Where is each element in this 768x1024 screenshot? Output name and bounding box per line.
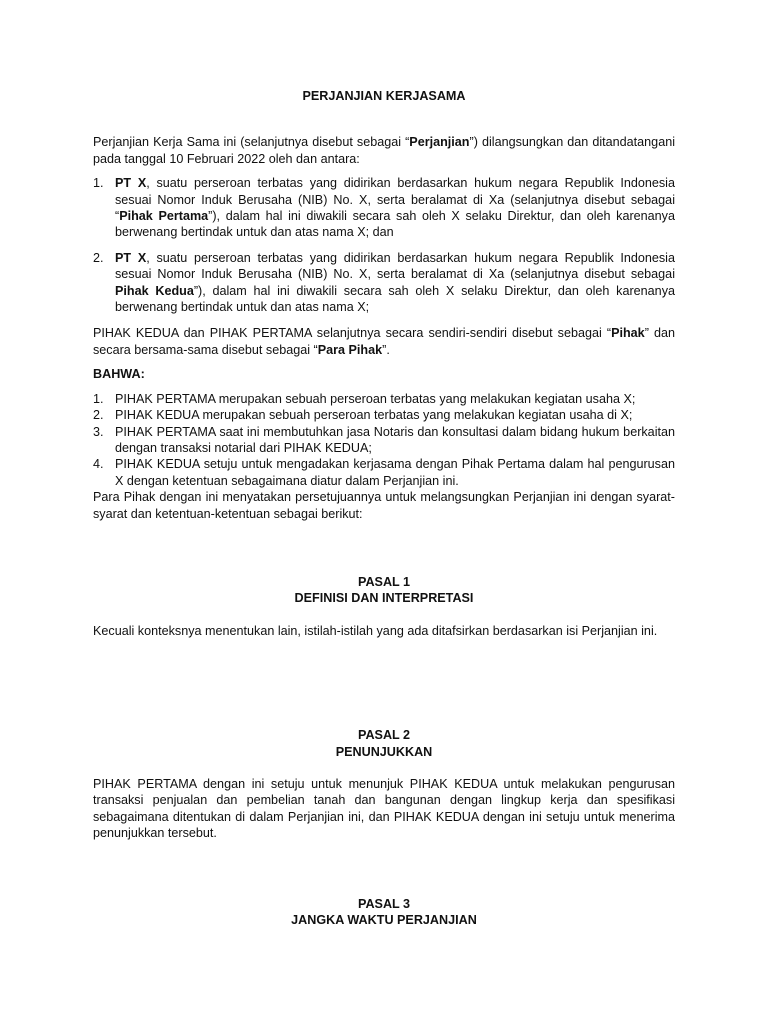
parties-definition-paragraph [93,325,675,358]
parties-def-term: Para Pihak [317,342,383,357]
party-name: PT X [115,250,147,265]
party-role: Pihak Kedua [115,283,194,298]
party-text: ”), dalam hal ini diwakili secara sah oleh X selaku Direktur, dan oleh karenanya berwenang bertindak untuk dan atas nama X; [115,283,675,315]
party-text: , suatu perseroan terbatas yang didirikan berdasarkan hukum negara Republik Indonesia sesuai Nomor Induk Berusaha (NIB) No. X, serta beralamat di Xa (selanjutnya disebut sebagai “ [115,176,675,224]
party-name: PT X [115,176,147,191]
whereas-item [93,391,675,407]
article-number: PASAL 2 [357,728,411,743]
party-text: ”), dalam hal ini diwakili secara sah oleh X selaku Direktur, dan oleh karenanya berwenang bertindak untuk dan atas nama X; dan [115,209,675,240]
intro-text: Perjanjian Kerja Sama ini (selanjutnya disebut sebagai “ [93,135,410,150]
parties-def-term: Pihak [611,326,645,341]
article-body: PIHAK PERTAMA dengan ini setuju untuk menunjuk PIHAK KEDUA untuk melakukan pengurusan transaksi penjualan dan pembelian tanah dan bangunan dengan lingkup kerja dan spesifikasi sebagaimana ditentukan di dalam Perjanjian ini, dan PIHAK KEDUA dengan ini setuju untuk menerima penunjukkan tersebut. [93,776,675,841]
whereas-item [93,424,675,457]
parties-def-text: ”. [382,342,390,357]
article-title: DEFINISI DAN INTERPRETASI [294,591,474,606]
intro-paragraph [93,134,675,167]
list-number: 4. [93,457,104,472]
party-role: Pihak Pertama [119,209,209,224]
whereas-text: PIHAK KEDUA setuju untuk mengadakan kerjasama dengan Pihak Pertama dalam hal pengurusan X dengan ketentuan sebagaimana diatur dalam Perjanjian ini. [115,457,675,488]
article-title: JANGKA WAKTU PERJANJIAN [291,913,477,927]
list-number: 1. [93,391,104,406]
whereas-text: PIHAK PERTAMA merupakan sebuah perseroan terbatas yang melakukan kegiatan usaha X; [115,391,636,406]
list-number: 2. [93,250,104,265]
intro-defined-term: Perjanjian [409,135,470,150]
article-heading [93,896,675,929]
article-title: PENUNJUKKAN [335,744,433,759]
whereas-text: PIHAK KEDUA merupakan sebuah perseroan terbatas yang melakukan kegiatan usaha di X; [115,408,633,423]
document-title: PERJANJIAN KERJASAMA [302,89,466,103]
whereas-item [93,456,675,489]
article-number: PASAL 1 [357,574,411,589]
party-item [93,250,675,316]
whereas-list [93,391,675,489]
article-number: PASAL 3 [357,896,411,911]
agreement-statement: Para Pihak dengan ini menyatakan persetujuannya untuk melangsungkan Perjanjian ini dengan syarat-syarat dan ketentuan-ketentuan sebagai berikut: [93,490,675,521]
party-item [93,175,675,241]
article-body: Kecuali konteksnya menentukan lain, istilah-istilah yang ada ditafsirkan berdasarkan isi Perjanjian ini. [93,623,658,638]
list-number: 2. [93,408,104,423]
article-heading [93,727,675,760]
whereas-item [93,407,675,423]
article-heading [93,574,675,607]
party-text: , suatu perseroan terbatas yang didirikan berdasarkan hukum negara Republik Indonesia sesuai Nomor Induk Berusaha (NIB) No. X, serta beralamat di Xa (selanjutnya disebut sebagai [115,250,675,282]
parties-def-text: ” dan secara bersama-sama disebut sebagai “ [93,326,675,357]
parties-def-text: PIHAK KEDUA dan PIHAK PERTAMA selanjutnya secara sendiri-sendiri disebut sebagai “ [93,326,612,341]
whereas-heading: BAHWA: [93,367,145,382]
intro-text: ”) dilangsungkan dan ditandatangani pada tanggal 10 Februari 2022 oleh dan antara: [93,135,675,166]
list-number: 3. [93,424,104,439]
list-number: 1. [93,176,104,191]
whereas-text: PIHAK PERTAMA saat ini membutuhkan jasa Notaris dan konsultasi dalam bidang hukum berkaitan dengan transaksi notarial dari PIHAK KEDUA; [115,424,675,455]
parties-list [93,175,675,315]
